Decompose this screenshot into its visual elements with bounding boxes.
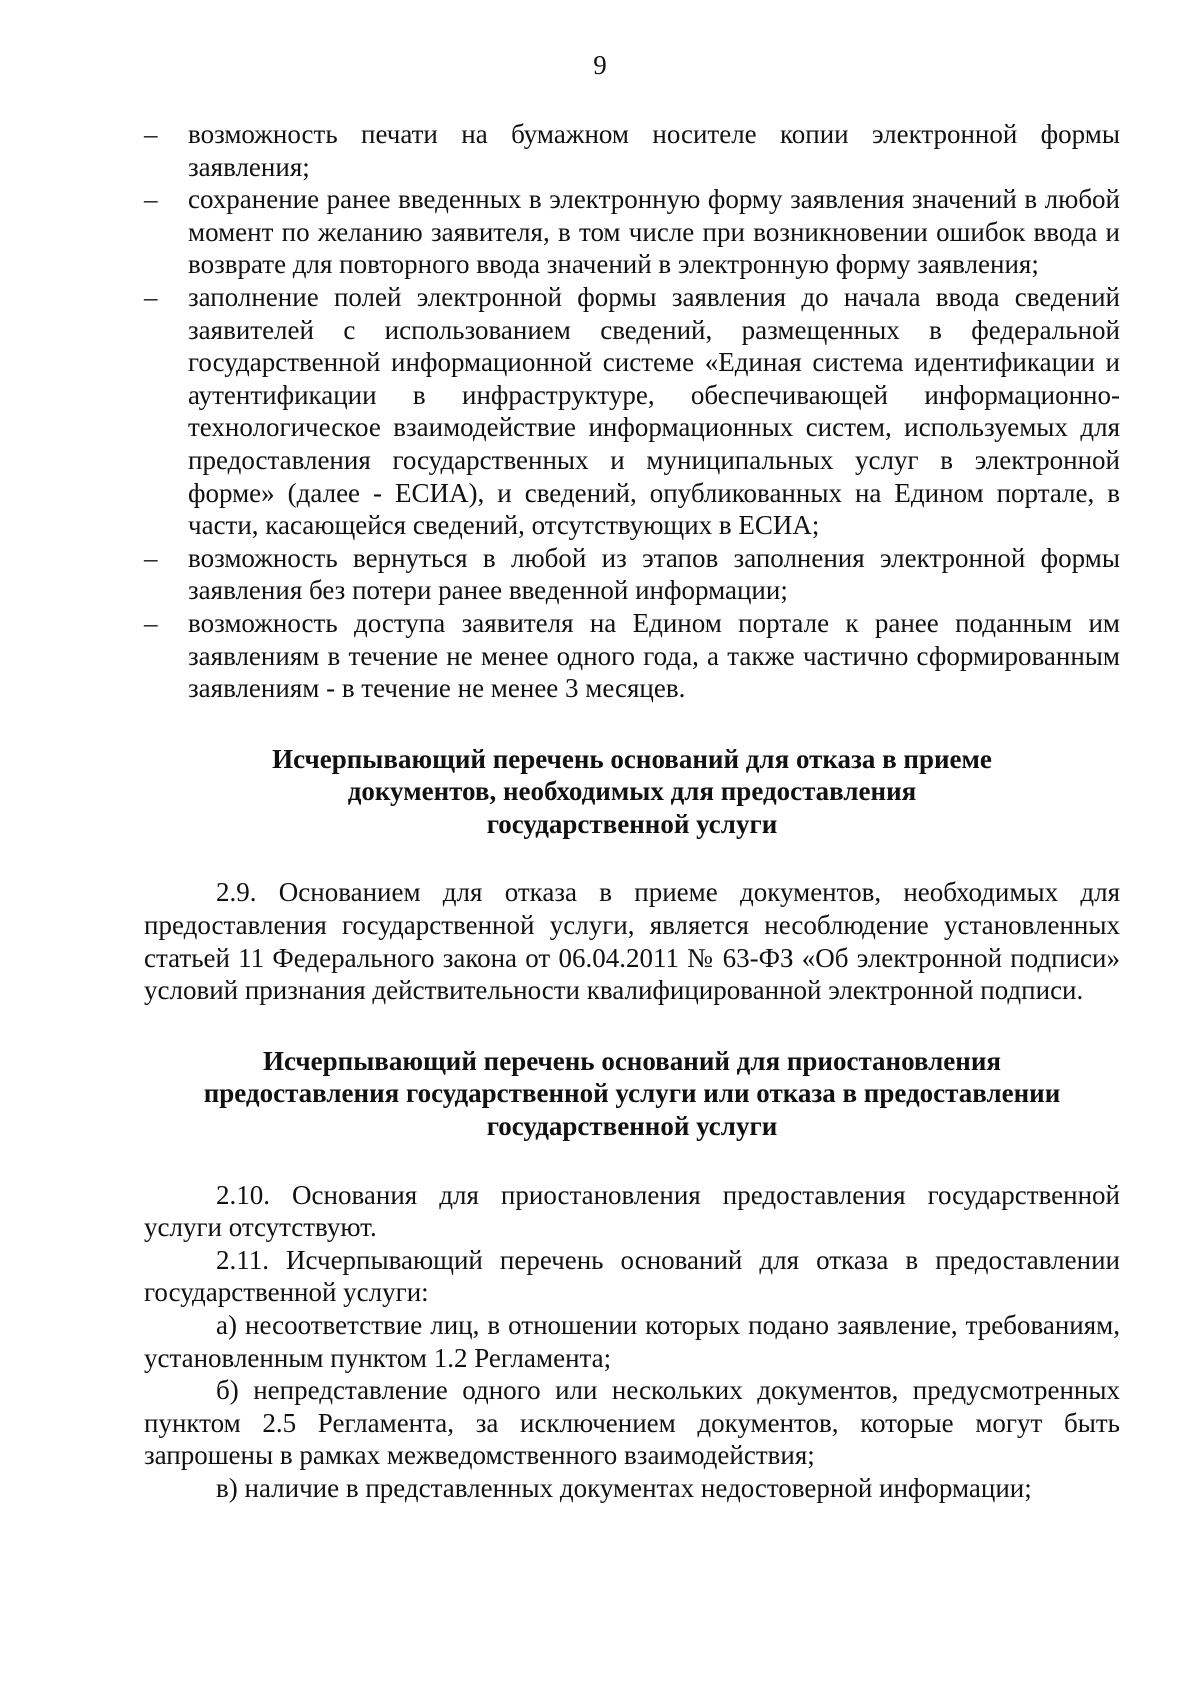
document-body	[144, 118, 1120, 1505]
heading-line: государственной услуги	[486, 1111, 778, 1142]
list-item-b: б) непредставление одного или нескольких документов, предусмотренных пунктом 2.5 Регламента, за исключением документов, которые могут быть запрошены в рамках межведомственного взаимодействия;	[144, 1375, 1120, 1471]
bullet-item-fill	[144, 281, 1120, 542]
heading-line: Исчерпывающий перечень оснований для отказа в приеме	[272, 743, 992, 774]
bullet-dash: –	[144, 184, 158, 215]
bullet-dash: –	[144, 607, 158, 638]
bullet-text: возможность доступа заявителя на Едином портале к ранее поданным им заявлениям в течение не менее одного года, а также частично сформированным заявлениям - в течение не менее 3 месяцев.	[188, 607, 1120, 704]
bullet-item-print	[144, 118, 1120, 183]
heading-line: государственной услуги	[486, 808, 778, 839]
bullet-item-save	[144, 183, 1120, 281]
bullet-item-return	[144, 542, 1120, 607]
heading-line: Исчерпывающий перечень оснований для приостановления	[262, 1045, 1002, 1076]
bullet-item-access	[144, 607, 1120, 705]
heading-line: документов, необходимых для предоставления	[347, 776, 917, 807]
bullet-text: заполнение полей электронной формы заявления до начала ввода сведений заявителей с использованием сведений, размещенных в федеральной государственной информационной системе «Единая система идентификации и аутентификации в инфраструктуре, обеспечивающей информационно-технологическое взаимодействие информационных систем, используемых для предоставления государственных и муниципальных услуг в электронной форме» (далее - ЕСИА), и сведений, опубликованных на Едином портале, в части, касающейся сведений, отсутствующих в ЕСИА;	[188, 281, 1120, 541]
paragraph-2-9: 2.9. Основанием для отказа в приеме документов, необходимых для предоставления государственной услуги, является несоблюдение установленных статьей 11 Федерального закона от 06.04.2011 № 63-ФЗ «Об электронной подписи» условий признания действительности квалифицированной электронной подписи.	[144, 877, 1120, 1006]
section-heading-suspension	[144, 1045, 1120, 1143]
bullet-dash: –	[144, 542, 158, 573]
paragraph-2-10: 2.10. Основания для приостановления предоставления государственной услуги отсутствуют.	[144, 1179, 1120, 1243]
paragraph-2-11: 2.11. Исчерпывающий перечень оснований для отказа в предоставлении государственной услуги:	[144, 1244, 1120, 1308]
bullet-dash: –	[144, 119, 158, 149]
list-item-v: в) наличие в представленных документах недостоверной информации;	[216, 1472, 1032, 1503]
heading-line: предоставления государственной услуги или отказа в предоставлении	[203, 1078, 1061, 1109]
bullet-dash: –	[144, 281, 158, 312]
list-item-a: а) несоответствие лиц, в отношении которых подано заявление, требованиям, установленным пунктом 1.2 Регламента;	[144, 1310, 1120, 1373]
bullet-text: сохранение ранее введенных в электронную форму заявления значений в любой момент по желанию заявителя, в том числе при возникновении ошибок ввода и возврате для повторного ввода значений в электронную форму заявления;	[188, 184, 1120, 280]
page-number: 9	[593, 50, 607, 80]
bullet-text: возможность вернуться в любой из этапов заполнения электронной формы заявления без потери ранее введенной информации;	[188, 542, 1120, 606]
section-heading-refusal-acceptance	[144, 743, 1120, 841]
bullet-text: возможность печати на бумажном носителе копии электронной формы заявления;	[188, 119, 1120, 182]
